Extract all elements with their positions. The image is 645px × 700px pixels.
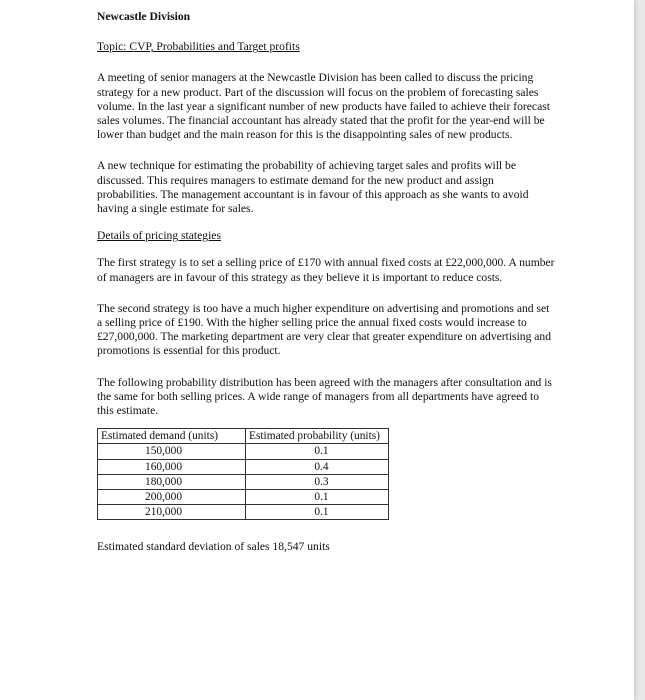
table-row: [98, 474, 389, 489]
table-header-row: [98, 429, 389, 444]
topic-heading: Topic: CVP, Probabilities and Target profits: [97, 40, 300, 54]
probability-cell: 0.1: [246, 444, 389, 459]
paragraph-probability-intro: The following probability distribution has been agreed with the managers after consultation and is the same for both selling prices. A wide range of managers from all departments have agreed to this estimate.: [97, 375, 552, 418]
details-heading: Details of pricing stategies: [97, 229, 221, 243]
header-estimated-probability: Estimated probability (units): [246, 429, 389, 444]
table-row: [98, 505, 389, 520]
probability-cell: 0.4: [246, 459, 389, 474]
probability-cell: 0.1: [246, 505, 389, 520]
document-content: [97, 10, 557, 555]
probability-table: [97, 428, 389, 520]
demand-cell: 200,000: [98, 490, 246, 505]
paragraph-first-strategy: The first strategy is to set a selling price of £170 with annual fixed costs at £22,000,000. A number of managers are in favour of this strategy as they believe it is important to reduce costs.: [97, 256, 555, 284]
demand-cell: 210,000: [98, 505, 246, 520]
table-row: [98, 444, 389, 459]
paragraph-second-strategy: The second strategy is too have a much higher expenditure on advertising and promotions and set a selling price of £190. With the higher selling price the annual fixed costs would increase to £27,000,000. The marketing department are very clear that greater expenditure on advertising and promotions is essential for this product.: [97, 301, 552, 358]
demand-cell: 150,000: [98, 444, 246, 459]
standard-deviation-note: Estimated standard deviation of sales 18,547 units: [97, 540, 330, 554]
probability-cell: 0.3: [246, 474, 389, 489]
paragraph-new-technique: A new technique for estimating the probability of achieving target sales and profits will be discussed. This requires managers to estimate demand for the new product and assign probabilities. The management accountant is in favour of this approach as she wants to avoid having a single estimate for sales.: [97, 159, 529, 216]
table-row: [98, 459, 389, 474]
table-row: [98, 490, 389, 505]
paragraph-meeting: A meeting of senior managers at the Newcastle Division has been called to discuss the pricing strategy for a new product. Part of the discussion will focus on the problem of forecasting sales volume. In the last year a significant number of new products have failed to achieve their forecast sales volumes. The financial accountant has already stated that the profit for the year-end will be lower than budget and the main reason for this is the disappointing sales of new products.: [97, 71, 550, 142]
division-heading: Newcastle Division: [97, 10, 191, 23]
header-estimated-demand: Estimated demand (units): [98, 429, 246, 444]
probability-cell: 0.1: [246, 490, 389, 505]
demand-cell: 180,000: [98, 474, 246, 489]
demand-cell: 160,000: [98, 459, 246, 474]
